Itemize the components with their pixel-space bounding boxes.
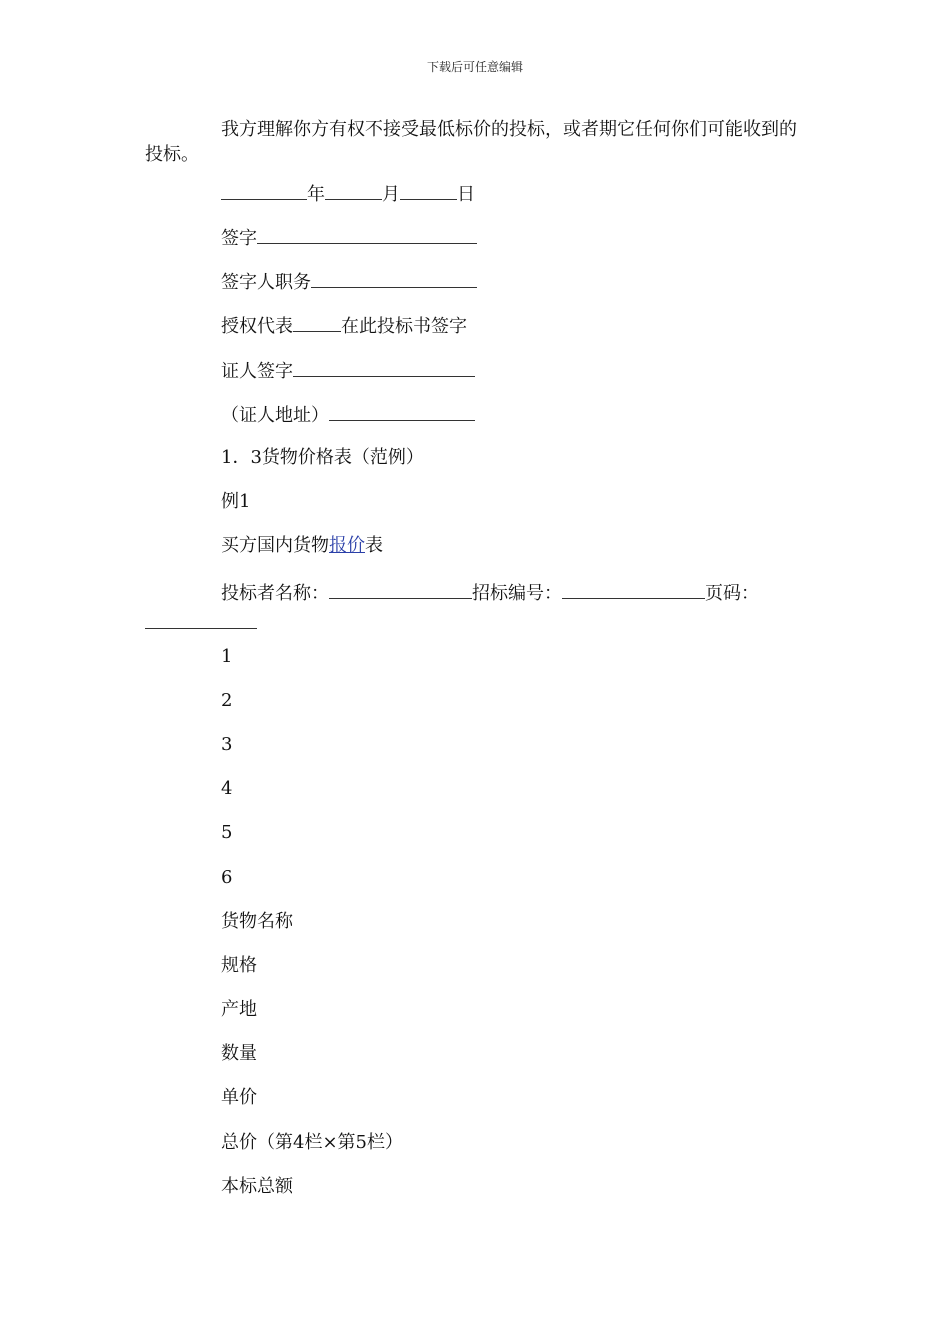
bidder-info-line: 投标者名称： 招标编号： 页码： (145, 579, 810, 639)
quote-link[interactable]: 报价 (329, 535, 365, 556)
day-blank[interactable] (400, 181, 457, 200)
example-label: 例1 (221, 491, 251, 512)
year-blank[interactable] (221, 181, 307, 200)
signature-blank[interactable] (257, 225, 477, 244)
authorized-representative-line: 授权代表 在此投标书签字 (221, 313, 467, 339)
bid-number-blank[interactable] (562, 580, 705, 599)
column-number-2: 2 (221, 690, 233, 711)
column-number-1: 1 (221, 646, 233, 667)
witness-signature-blank[interactable] (293, 358, 475, 377)
page-header: 下载后可任意编辑 (426, 60, 523, 74)
column-header-quantity: 数量 (221, 1043, 257, 1064)
month-blank[interactable] (325, 181, 382, 200)
column-header-bid-total: 本标总额 (221, 1176, 293, 1197)
witness-address-line: （证人地址） (221, 402, 475, 428)
column-header-goods-name: 货物名称 (221, 911, 293, 932)
signature-line: 签字 (221, 225, 477, 251)
column-number-3: 3 (221, 734, 233, 755)
table-title: 买方国内货物报价表 (221, 535, 383, 556)
column-header-origin: 产地 (221, 999, 257, 1020)
witness-address-blank[interactable] (329, 402, 475, 421)
signer-title-line: 签字人职务 (221, 269, 477, 295)
witness-signature-line: 证人签字 (221, 358, 475, 384)
date-line: 年 月 日 (221, 181, 475, 207)
column-number-4: 4 (221, 778, 233, 799)
section-title: 1．3货物价格表（范例） (221, 447, 424, 468)
column-header-total-price: 总价（第4栏×第5栏） (221, 1132, 403, 1153)
column-header-unit-price: 单价 (221, 1087, 257, 1108)
signer-title-blank[interactable] (311, 269, 477, 288)
intro-paragraph: 我方理解你方有权不接受最低标价的投标，或者期它任何你们可能收到的投标。 (145, 119, 797, 165)
column-number-5: 5 (221, 822, 233, 843)
authorized-representative-blank[interactable] (293, 313, 341, 332)
bidder-name-blank[interactable] (329, 580, 472, 599)
column-number-6: 6 (221, 867, 233, 888)
page-number-blank[interactable] (145, 610, 257, 629)
column-header-specification: 规格 (221, 955, 257, 976)
